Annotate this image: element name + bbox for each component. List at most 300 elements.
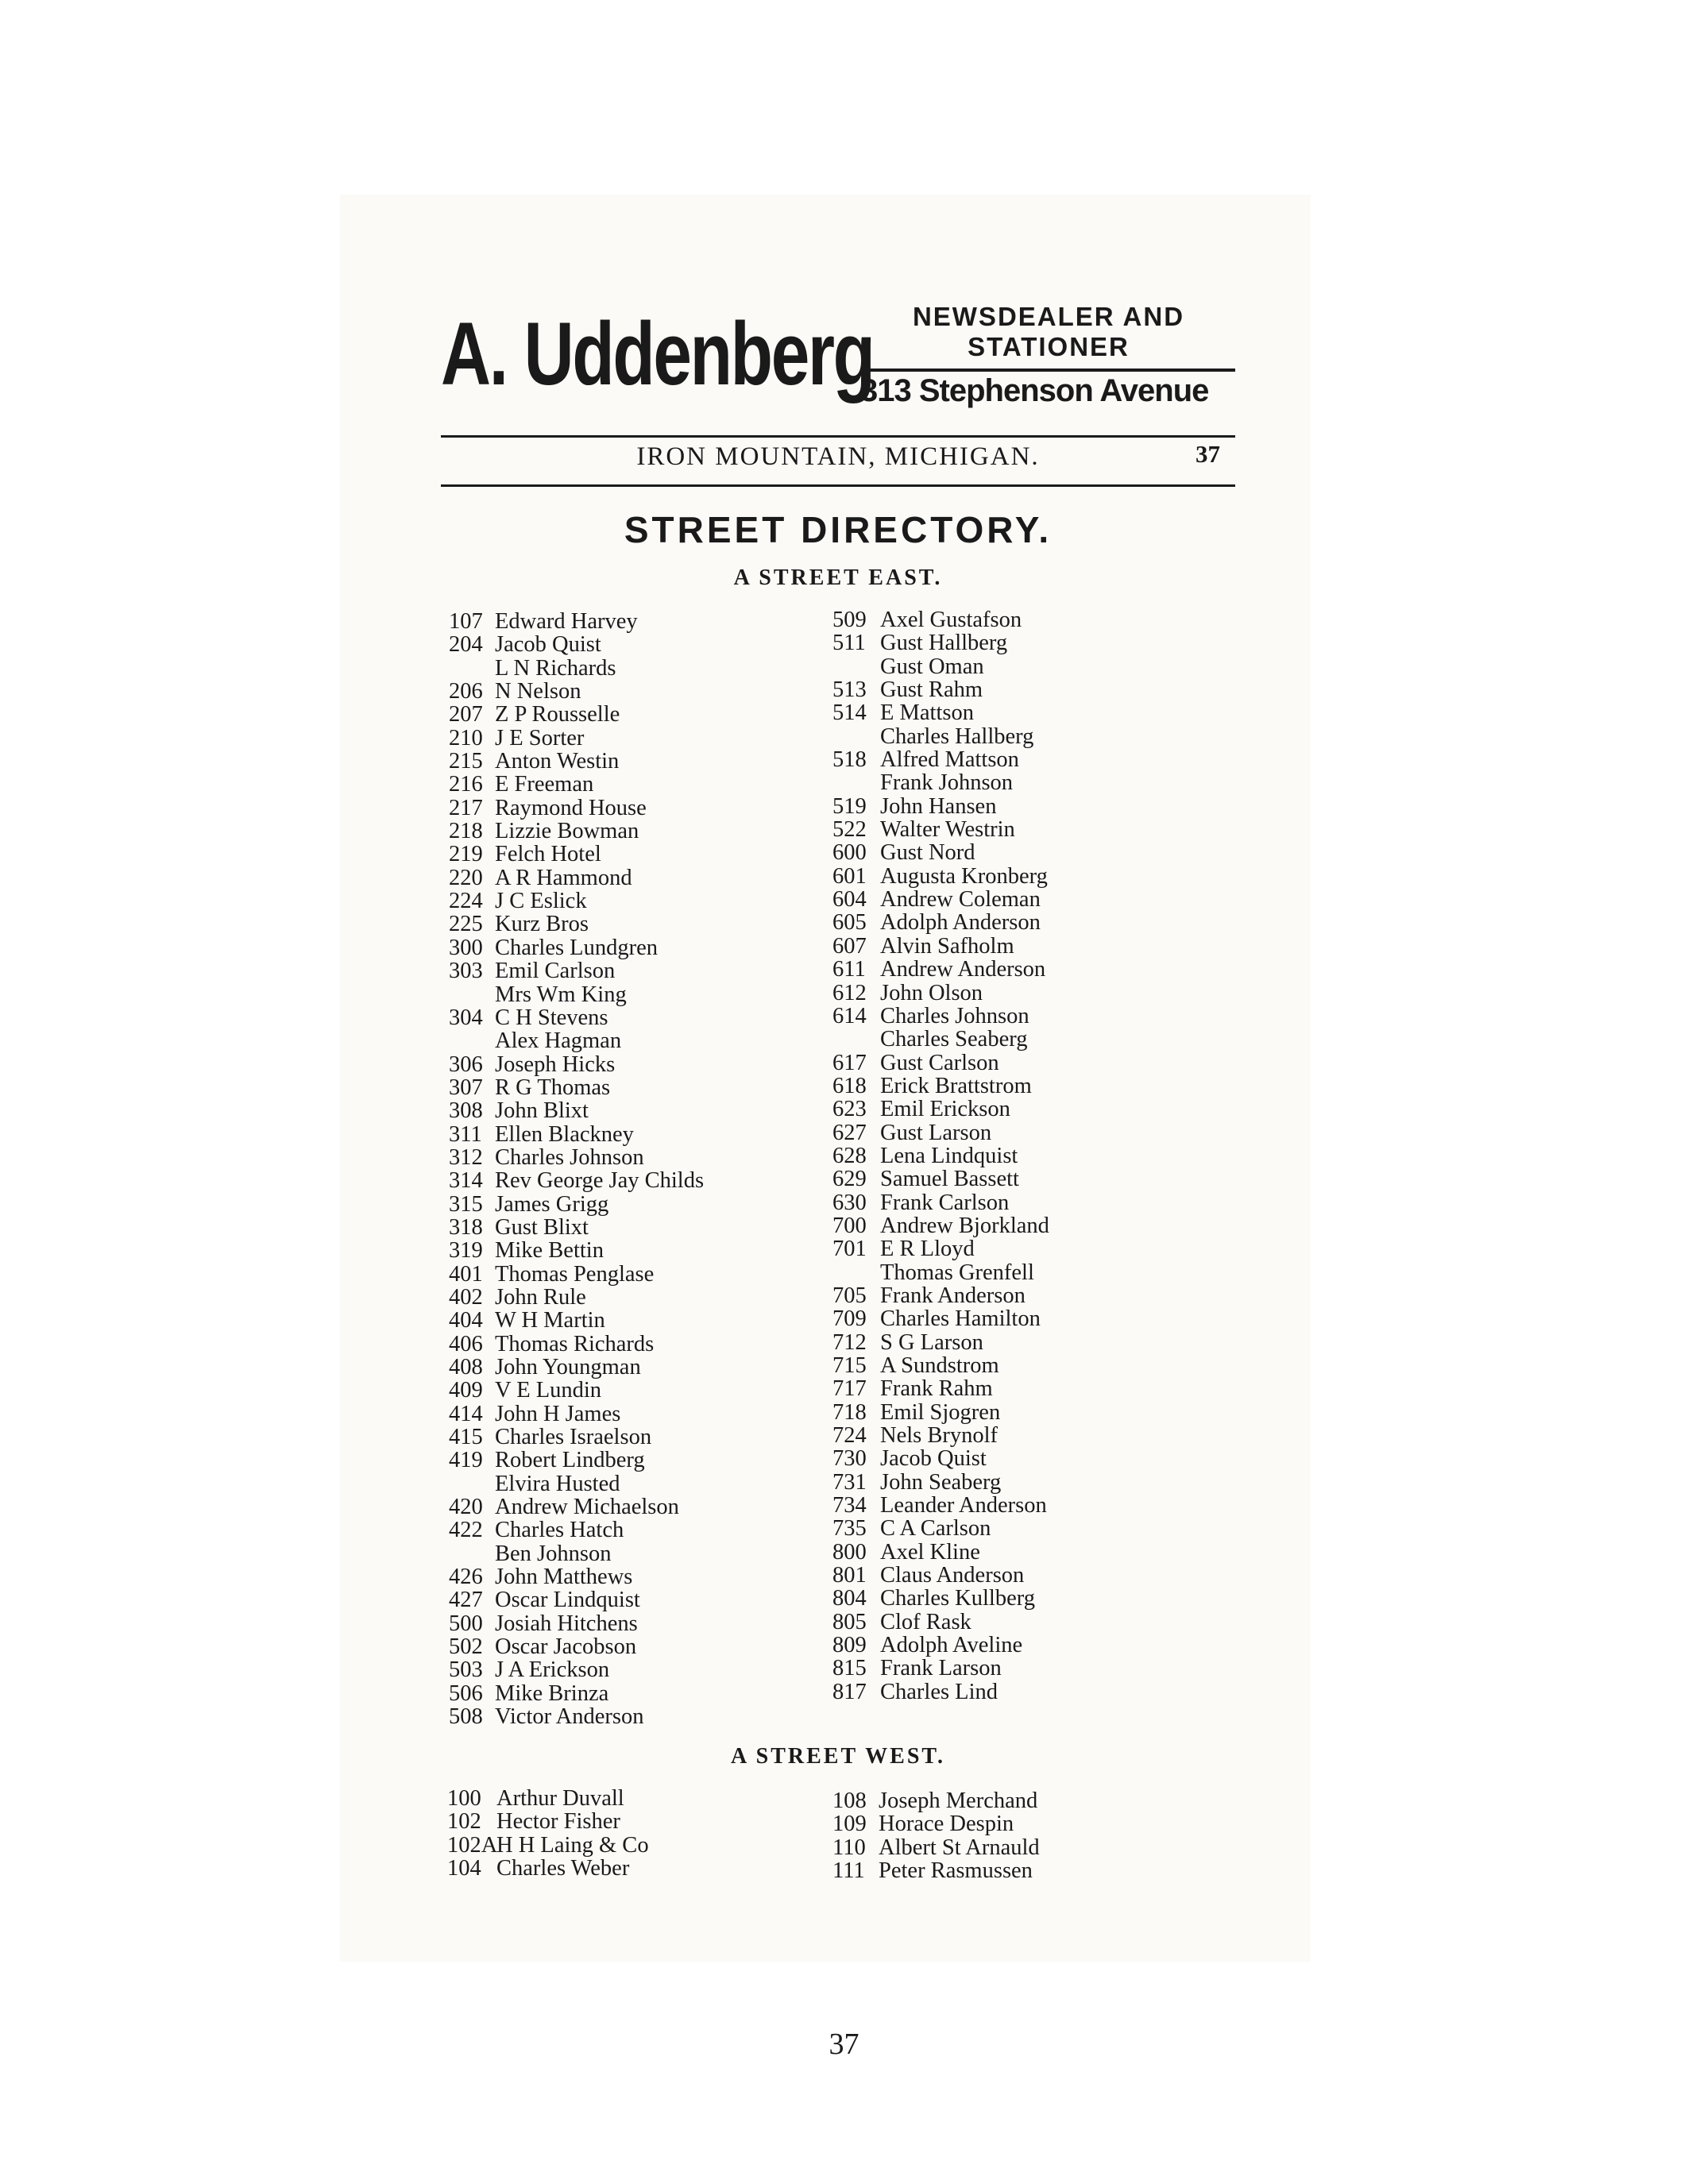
resident-name: John Olson [880, 980, 983, 1005]
house-number: 715 [832, 1353, 867, 1378]
directory-row [449, 797, 798, 820]
directory-row [449, 1123, 798, 1146]
house-number: 404 [449, 1308, 483, 1333]
house-number: 210 [449, 725, 483, 751]
house-number: 315 [449, 1191, 483, 1217]
directory-row [832, 1005, 1182, 1028]
resident-name: Edward Harvey [495, 609, 638, 634]
directory-row [832, 1611, 1182, 1634]
resident-name: Emil Carlson [495, 959, 616, 984]
tagline-line-1: NEWSDEALER AND [912, 302, 1185, 331]
resident-name: Mrs Wm King [495, 982, 627, 1007]
house-number: 514 [832, 700, 867, 726]
directory-row [449, 1658, 798, 1681]
directory-row [449, 1565, 798, 1588]
resident-name: Andrew Michaelson [495, 1495, 679, 1520]
resident-name: Arthur Duvall [496, 1786, 624, 1811]
directory-row [449, 1356, 798, 1379]
resident-name: Frank Johnson [880, 770, 1014, 796]
resident-name: Peter Rasmussen [879, 1858, 1033, 1884]
house-number: 712 [832, 1329, 867, 1355]
directory-row [832, 1354, 1182, 1377]
house-number: 800 [832, 1539, 867, 1565]
resident-name: Charles Kullberg [880, 1586, 1035, 1611]
resident-name: John Blixt [495, 1098, 589, 1124]
directory-row [832, 1284, 1182, 1307]
directory-row [449, 1495, 798, 1518]
resident-name: C A Carlson [880, 1516, 991, 1542]
tagline [862, 302, 1235, 362]
house-number: 107 [449, 609, 483, 634]
resident-name: Charles Israelson [495, 1425, 652, 1450]
resident-name: R G Thomas [495, 1075, 611, 1100]
house-number: 724 [832, 1423, 867, 1449]
header-rule-bottom [441, 484, 1235, 487]
resident-name: Gust Rahm [880, 677, 983, 703]
resident-name: J A Erickson [495, 1657, 610, 1683]
directory-row [832, 1401, 1182, 1424]
directory-row [832, 1237, 1182, 1260]
resident-name: Z P Rousselle [495, 702, 620, 727]
resident-name: Josiah Hitchens [495, 1611, 638, 1636]
directory-row [832, 1494, 1182, 1517]
resident-name: Jacob Quist [495, 632, 601, 658]
directory-row [832, 1471, 1182, 1494]
house-number: 623 [832, 1097, 867, 1122]
resident-name: Oscar Lindquist [495, 1588, 640, 1613]
directory-row [832, 678, 1182, 701]
resident-name: J E Sorter [495, 725, 585, 751]
resident-name: Ellen Blackney [495, 1121, 634, 1147]
resident-name: Emil Sjogren [880, 1399, 1001, 1425]
resident-name: L N Richards [495, 655, 616, 681]
resident-name: Andrew Coleman [880, 887, 1041, 913]
directory-row [449, 1053, 798, 1076]
directory-row [449, 1449, 798, 1472]
section-heading-east: A STREET EAST. [733, 565, 943, 590]
resident-name: Robert Lindberg [495, 1448, 645, 1473]
house-number: 717 [832, 1376, 867, 1402]
house-number: 506 [449, 1680, 483, 1706]
house-number: 628 [832, 1143, 867, 1168]
resident-name: Andrew Bjorkland [880, 1213, 1049, 1238]
tagline-line-2: STATIONER [968, 332, 1130, 361]
house-number: 308 [449, 1098, 483, 1124]
resident-name: Axel Kline [880, 1539, 980, 1565]
house-number: 508 [449, 1704, 483, 1730]
resident-name: Oscar Jacobson [495, 1634, 637, 1660]
directory-row [832, 911, 1182, 934]
resident-name: A R Hammond [495, 865, 632, 890]
resident-name: N Nelson [495, 679, 581, 704]
directory-row [449, 1403, 798, 1426]
directory-row [447, 1834, 797, 1857]
resident-name: Kurz Bros [495, 912, 589, 937]
resident-name: Adolph Anderson [880, 910, 1041, 936]
directory-row [449, 1286, 798, 1309]
directory-row [832, 631, 1182, 654]
directory-row [449, 1309, 798, 1332]
directory-row [832, 1859, 1182, 1882]
directory-row [832, 1424, 1182, 1447]
directory-row [449, 866, 798, 889]
directory-row [832, 1447, 1182, 1470]
resident-name: C H Stevens [495, 1005, 608, 1030]
footer-page-number: 37 [829, 2028, 859, 2061]
directory-row [449, 1682, 798, 1705]
house-number: 718 [832, 1399, 867, 1425]
house-number: 207 [449, 702, 483, 727]
east-left-column [449, 610, 798, 1729]
house-number: 513 [832, 677, 867, 703]
directory-title: STREET DIRECTORY. [624, 509, 1053, 550]
directory-row [832, 1377, 1182, 1400]
resident-name: Rev George Jay Childs [495, 1168, 705, 1194]
house-number: 419 [449, 1448, 483, 1473]
directory-row [449, 633, 798, 656]
directory-row [447, 1857, 797, 1880]
house-number: 100 [447, 1786, 481, 1811]
resident-name: Charles Hamilton [880, 1306, 1041, 1332]
house-number: 701 [832, 1237, 867, 1262]
house-number: 817 [832, 1679, 867, 1704]
house-number: 735 [832, 1516, 867, 1542]
house-number: 705 [832, 1283, 867, 1308]
house-number: 815 [832, 1656, 867, 1681]
directory-row [449, 1705, 798, 1728]
directory-row [832, 1587, 1182, 1610]
directory-row [449, 983, 798, 1006]
directory-row [449, 1099, 798, 1122]
house-number: 734 [832, 1493, 867, 1518]
advertisement-header [441, 302, 1235, 429]
house-number: 627 [832, 1120, 867, 1145]
directory-row [832, 1191, 1182, 1214]
resident-name: Lizzie Bowman [495, 819, 639, 844]
house-number: 605 [832, 910, 867, 936]
house-number: 420 [449, 1495, 483, 1520]
directory-row [449, 1029, 798, 1052]
directory-row [449, 610, 798, 633]
directory-row [832, 1517, 1182, 1540]
directory-row [449, 1169, 798, 1192]
directory-row [449, 657, 798, 680]
house-number: 104 [447, 1856, 481, 1881]
resident-name: Charles Lind [880, 1679, 999, 1704]
section-heading-west: A STREET WEST. [730, 1744, 945, 1769]
house-number: 307 [449, 1075, 483, 1100]
house-number: 415 [449, 1425, 483, 1450]
resident-name: Thomas Penglase [495, 1261, 655, 1287]
directory-row [832, 818, 1182, 841]
resident-name: V E Lundin [495, 1378, 602, 1403]
house-number: 319 [449, 1238, 483, 1264]
resident-name: Gust Nord [880, 840, 975, 866]
house-number: 408 [449, 1355, 483, 1379]
resident-name: Gust Oman [880, 654, 984, 679]
resident-name: Emil Erickson [880, 1097, 1010, 1122]
directory-row [832, 1144, 1182, 1167]
resident-name: Axel Gustafson [880, 608, 1022, 632]
house-number: 809 [832, 1633, 867, 1658]
resident-name: John Hansen [880, 793, 997, 819]
resident-name: Charles Lundgren [495, 935, 658, 960]
resident-name: Leander Anderson [880, 1493, 1047, 1518]
resident-name: Clof Rask [880, 1609, 971, 1634]
house-number: 630 [832, 1190, 867, 1215]
resident-name: Gust Hallberg [880, 631, 1008, 656]
resident-name: Nels Brynolf [880, 1423, 999, 1449]
house-number: 519 [832, 793, 867, 819]
resident-name: Ben Johnson [495, 1541, 612, 1566]
resident-name: John Seaberg [880, 1469, 1002, 1495]
directory-row [449, 1612, 798, 1635]
house-number: 216 [449, 772, 483, 797]
directory-row [449, 773, 798, 796]
resident-name: Mike Brinza [495, 1680, 609, 1706]
house-number: 503 [449, 1657, 483, 1683]
resident-name: Lena Lindquist [880, 1143, 1018, 1168]
house-number: 426 [449, 1565, 483, 1590]
resident-name: Charles Johnson [880, 1003, 1029, 1028]
house-number: 102A [447, 1832, 498, 1858]
resident-name: Thomas Grenfell [880, 1260, 1034, 1285]
resident-name: Gust Blixt [495, 1214, 589, 1240]
directory-row [449, 1518, 798, 1542]
resident-name: Mike Bettin [495, 1238, 604, 1264]
directory-row [832, 888, 1182, 911]
directory-row [832, 1331, 1182, 1354]
resident-name: John Youngman [495, 1355, 641, 1379]
resident-name: E Mattson [880, 700, 974, 726]
house-number: 111 [832, 1858, 865, 1884]
resident-name: Claus Anderson [880, 1563, 1025, 1588]
house-number: 215 [449, 749, 483, 774]
directory-row [449, 750, 798, 773]
resident-name: John Matthews [495, 1565, 633, 1590]
directory-row [832, 1564, 1182, 1587]
directory-row [832, 958, 1182, 981]
resident-name: Frank Larson [880, 1656, 1002, 1681]
directory-row [832, 748, 1182, 771]
house-number: 618 [832, 1073, 867, 1098]
resident-name: Gust Larson [880, 1120, 992, 1145]
resident-name: Jacob Quist [880, 1446, 987, 1472]
directory-row [449, 959, 798, 982]
resident-name: Andrew Anderson [880, 957, 1046, 982]
house-number: 318 [449, 1214, 483, 1240]
house-number: 312 [449, 1144, 483, 1170]
resident-name: Charles Johnson [495, 1144, 644, 1170]
directory-row [449, 1588, 798, 1611]
house-number: 219 [449, 842, 483, 867]
header-page-number: 37 [1196, 440, 1220, 468]
house-number: 511 [832, 631, 866, 656]
house-number: 402 [449, 1284, 483, 1310]
house-number: 629 [832, 1167, 867, 1192]
resident-name: Adolph Aveline [880, 1633, 1023, 1658]
resident-name: Alfred Mattson [880, 747, 1019, 773]
resident-name: Charles Hallberg [880, 723, 1034, 749]
resident-name: Samuel Bassett [880, 1167, 1019, 1192]
directory-row [449, 1006, 798, 1029]
directory-row [832, 1028, 1182, 1051]
house-number: 217 [449, 795, 483, 820]
resident-name: W H Martin [495, 1308, 605, 1333]
house-number: 422 [449, 1518, 483, 1543]
directory-row [449, 1263, 798, 1286]
directory-row [449, 1193, 798, 1216]
directory-row [832, 1121, 1182, 1144]
house-number: 108 [832, 1788, 867, 1813]
resident-name: Joseph Hicks [495, 1051, 616, 1077]
brand-name: A. Uddenberg [441, 304, 874, 403]
resident-name: S G Larson [880, 1329, 983, 1355]
house-number: 604 [832, 887, 867, 913]
house-number: 311 [449, 1121, 482, 1147]
resident-name: J C Eslick [495, 889, 587, 914]
house-number: 509 [832, 608, 867, 632]
house-number: 518 [832, 747, 867, 773]
resident-name: Elvira Husted [495, 1471, 620, 1496]
resident-name: Joseph Merchand [879, 1788, 1038, 1813]
house-number: 805 [832, 1609, 867, 1634]
directory-row [449, 1216, 798, 1239]
directory-row [832, 1051, 1182, 1075]
resident-name: Raymond House [495, 795, 647, 820]
directory-row [449, 1472, 798, 1495]
resident-name: Frank Rahm [880, 1376, 993, 1402]
directory-row [832, 841, 1182, 864]
directory-row [832, 1098, 1182, 1121]
house-number: 300 [449, 935, 483, 960]
directory-row [832, 865, 1182, 888]
directory-row [832, 1836, 1182, 1859]
directory-row [832, 1634, 1182, 1657]
house-number: 304 [449, 1005, 483, 1030]
directory-row [449, 1239, 798, 1262]
resident-name: Erick Brattstrom [880, 1073, 1032, 1098]
directory-row [447, 1787, 797, 1810]
directory-row [832, 1307, 1182, 1330]
house-number: 500 [449, 1611, 483, 1636]
directory-row [832, 1657, 1182, 1680]
east-right-column [832, 608, 1182, 1704]
house-number: 502 [449, 1634, 483, 1660]
house-number: 804 [832, 1586, 867, 1611]
house-number: 401 [449, 1261, 483, 1287]
directory-row [832, 935, 1182, 958]
resident-name: Frank Carlson [880, 1190, 1010, 1215]
house-number: 206 [449, 679, 483, 704]
west-left-column [447, 1787, 797, 1880]
directory-row [447, 1810, 797, 1833]
directory-row [832, 1541, 1182, 1564]
house-number: 102 [447, 1809, 481, 1835]
directory-row [449, 1426, 798, 1449]
house-number: 406 [449, 1331, 483, 1356]
directory-row [832, 608, 1182, 631]
directory-row [449, 1635, 798, 1658]
resident-name: James Grigg [495, 1191, 609, 1217]
directory-row [449, 1333, 798, 1356]
resident-name: John H James [495, 1401, 621, 1426]
header-rule-top [441, 435, 1235, 438]
house-number: 314 [449, 1168, 483, 1194]
directory-row [832, 1812, 1182, 1835]
directory-row [449, 1146, 798, 1169]
resident-name: Hector Fisher [496, 1809, 620, 1835]
resident-name: Charles Weber [496, 1856, 630, 1881]
house-number: 709 [832, 1306, 867, 1332]
resident-name: Charles Hatch [495, 1518, 624, 1543]
directory-row [832, 655, 1182, 678]
directory-row [449, 913, 798, 936]
city-line: IRON MOUNTAIN, MICHIGAN. [636, 442, 1040, 471]
resident-name: Gust Carlson [880, 1050, 999, 1075]
house-number: 109 [832, 1812, 867, 1837]
directory-row [832, 982, 1182, 1005]
house-number: 607 [832, 933, 867, 959]
tagline-divider [860, 369, 1235, 372]
directory-row [832, 1075, 1182, 1098]
resident-name: Felch Hotel [495, 842, 601, 867]
resident-name: Alex Hagman [495, 1028, 622, 1054]
resident-name: Albert St Arnauld [879, 1835, 1040, 1860]
directory-row [449, 727, 798, 750]
directory-row [449, 936, 798, 959]
directory-row [449, 1076, 798, 1099]
directory-row [449, 1379, 798, 1402]
house-number: 427 [449, 1588, 483, 1613]
house-number: 801 [832, 1563, 867, 1588]
directory-row [449, 680, 798, 703]
resident-name: Walter Westrin [880, 817, 1015, 843]
resident-name: Alvin Safholm [880, 933, 1014, 959]
resident-name: Anton Westin [495, 749, 620, 774]
directory-row [449, 889, 798, 913]
directory-row [449, 703, 798, 726]
directory-row [449, 843, 798, 866]
house-number: 522 [832, 817, 867, 843]
house-number: 303 [449, 959, 483, 984]
resident-name: E Freeman [495, 772, 594, 797]
directory-row [832, 1680, 1182, 1704]
directory-row [832, 795, 1182, 818]
house-number: 224 [449, 889, 483, 914]
house-number: 414 [449, 1401, 483, 1426]
directory-row [832, 1167, 1182, 1190]
house-number: 306 [449, 1051, 483, 1077]
house-number: 110 [832, 1835, 866, 1860]
directory-row [832, 725, 1182, 748]
directory-row [832, 1214, 1182, 1237]
resident-name: Horace Despin [879, 1812, 1014, 1837]
directory-row [449, 820, 798, 843]
resident-name: Augusta Kronberg [880, 863, 1048, 889]
directory-row [449, 1542, 798, 1565]
resident-name: Victor Anderson [495, 1704, 644, 1730]
resident-name: Charles Seaberg [880, 1027, 1028, 1052]
resident-name: A Sundstrom [880, 1353, 999, 1378]
house-number: 204 [449, 632, 483, 658]
resident-name: John Rule [495, 1284, 586, 1310]
resident-name: E R Lloyd [880, 1237, 975, 1262]
house-number: 601 [832, 863, 867, 889]
west-right-column [832, 1789, 1182, 1882]
house-number: 409 [449, 1378, 483, 1403]
house-number: 225 [449, 912, 483, 937]
